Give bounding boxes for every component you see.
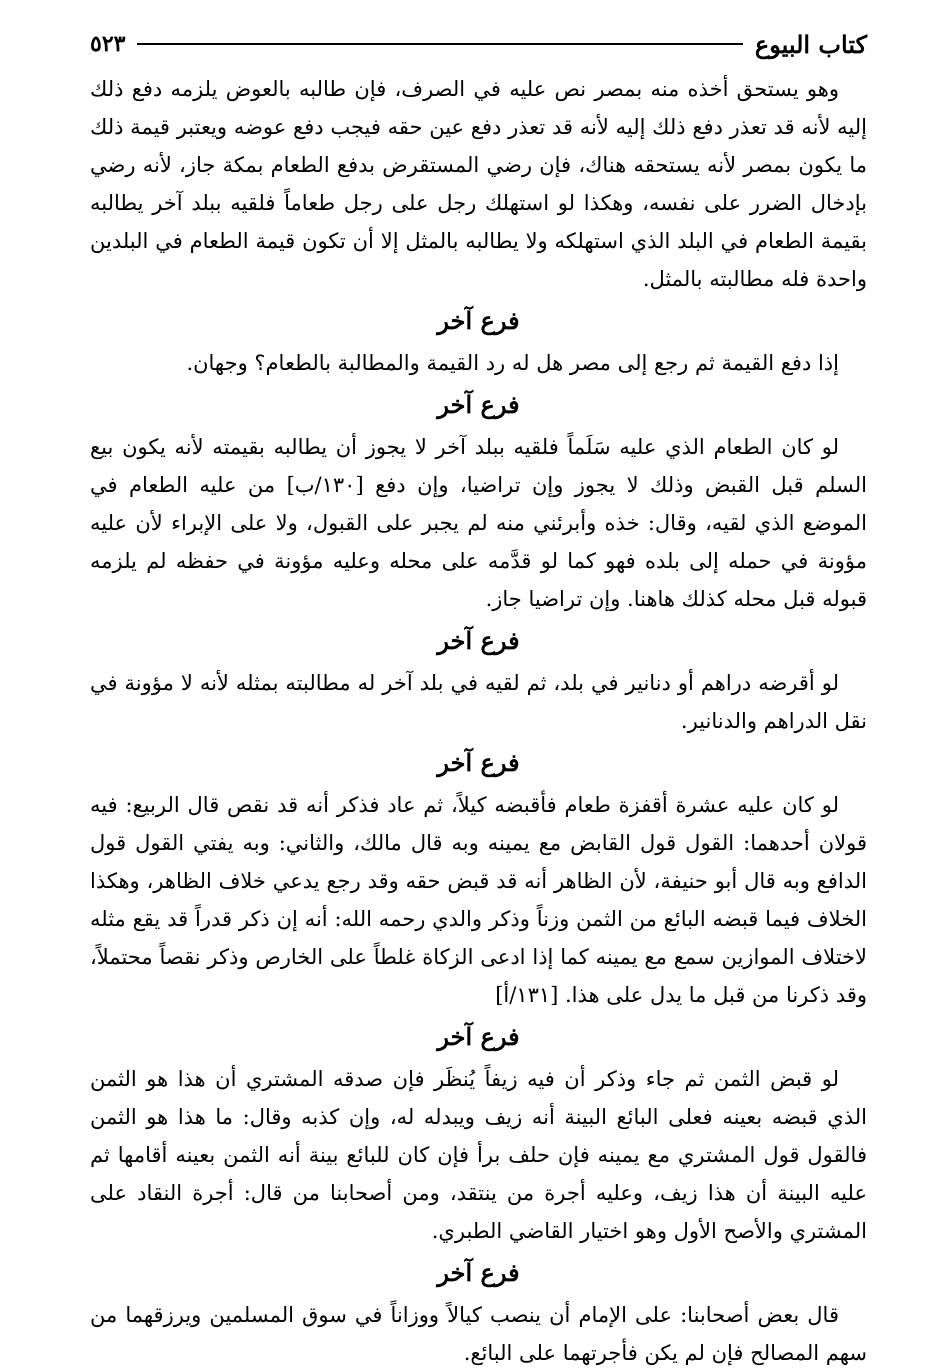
page-header	[90, 22, 867, 66]
page-body	[90, 70, 867, 1372]
section-heading: فرع آخر	[437, 748, 520, 777]
paragraph: لو كان عليه عشرة أقفزة طعام فأقبضه كيلاً، ثم عاد فذكر أنه قد نقص قال الربيع: فيه قولان أحدهما: القول قول القابض مع يمينه وبه قال مالك، والثاني: وبه يفتي القول قول الدافع وبه قال أبو حنيفة، لأن الظاهر أنه قد قبض حقه وقد رجع يدعي خلاف الظاهر، وهكذا الخلاف فيما قبضه البائع من الثمن وزناً وذكر والدي رحمه الله: أنه إن ذكر قدراً قد يقع مثله لاختلاف الموازين سمع مع يمينه كما إذا ادعى الزكاة غلطاً على الخارص وذكر نقصاً محتملاً، وقد ذكرنا من قبل ما يدل على هذا. [١٣١/أ]	[90, 793, 867, 1007]
section-heading: فرع آخر	[437, 306, 520, 335]
book-page	[90, 22, 867, 1372]
paragraph: إذا دفع القيمة ثم رجع إلى مصر هل له رد القيمة والمطالبة بالطعام؟ وجهان.	[186, 351, 839, 375]
section-heading: فرع آخر	[437, 1258, 520, 1287]
section-heading: فرع آخر	[437, 626, 520, 655]
paragraph: وهو يستحق أخذه منه بمصر نص عليه في الصرف، فإن طالبه بالعوض يلزمه دفع ذلك إليه لأنه قد تعذر دفع ذلك إليه لأنه قد تعذر دفع عين حقه فيجب دفع عوضه ويعتبر قيمة ذلك ما يكون بمصر لأنه يستحقه هناك، فإن رضي المستقرض بدفع الطعام بمكة جاز، لأنه رضي بإدخال الضرر على نفسه، وهكذا لو استهلك رجل على رجل طعاماً فلقيه ببلد آخر يطالبه بقيمة الطعام في البلد الذي استهلكه ولا يطالبه بالمثل إلا أن تكون قيمة الطعام في البلدين واحدة فله مطالبته بالمثل.	[90, 77, 867, 291]
paragraph: لو أقرضه دراهم أو دنانير في بلد، ثم لقيه في بلد آخر له مطالبته بمثله لأنه لا مؤونة في نقل الدراهم والدنانير.	[90, 671, 867, 733]
running-title: كتاب البيوع	[754, 29, 867, 59]
page-number: ٥٢٣	[90, 31, 126, 57]
paragraph: لو كان الطعام الذي عليه سَلَماً فلقيه ببلد آخر لا يجوز أن يطالبه بقيمته لأنه يكون بيع السلم قبل القبض وذلك لا يجوز وإن تراضيا، وإن دفع [١٣٠/ب] من عليه الطعام في الموضع الذي لقيه، وقال: خذه وأبرئني منه لم يجبر على القبول، ولا على الإبراء لأن عليه مؤونة في حمله إلى بلده فهو كما لو قدَّمه على محله وعليه مؤونة في حفظه لم يلزمه قبوله قبل محله كذلك هاهنا. وإن تراضيا جاز.	[90, 435, 868, 611]
paragraph: قال بعض أصحابنا: على الإمام أن ينصب كيالاً ووزاناً في سوق المسلمين ويرزقهما من سهم المصالح فإن لم يكن فأجرتهما على البائع.	[90, 1303, 867, 1365]
section-heading: فرع آخر	[437, 390, 520, 419]
header-rule	[137, 43, 742, 45]
section-heading: فرع آخر	[437, 1022, 520, 1051]
paragraph: لو قبض الثمن ثم جاء وذكر أن فيه زيفاً يُنظَر فإن صدقه المشتري أن هذا هو الثمن الذي قبضه بعينه فعلى البائع البينة أنه زيف ويبدله له، وإن كذبه وقال: ما هذا هو الثمن فالقول قول المشتري مع يمينه فإن حلف برأ فإن كان للبائع بينة أنه الثمن بعينه أقامها ثم عليه البينة أن هذا زيف، وعليه أجرة من ينتقد، ومن أصحابنا من قال: أجرة النقاد على المشتري والأصح الأول وهو اختيار القاضي الطبري.	[90, 1067, 867, 1243]
